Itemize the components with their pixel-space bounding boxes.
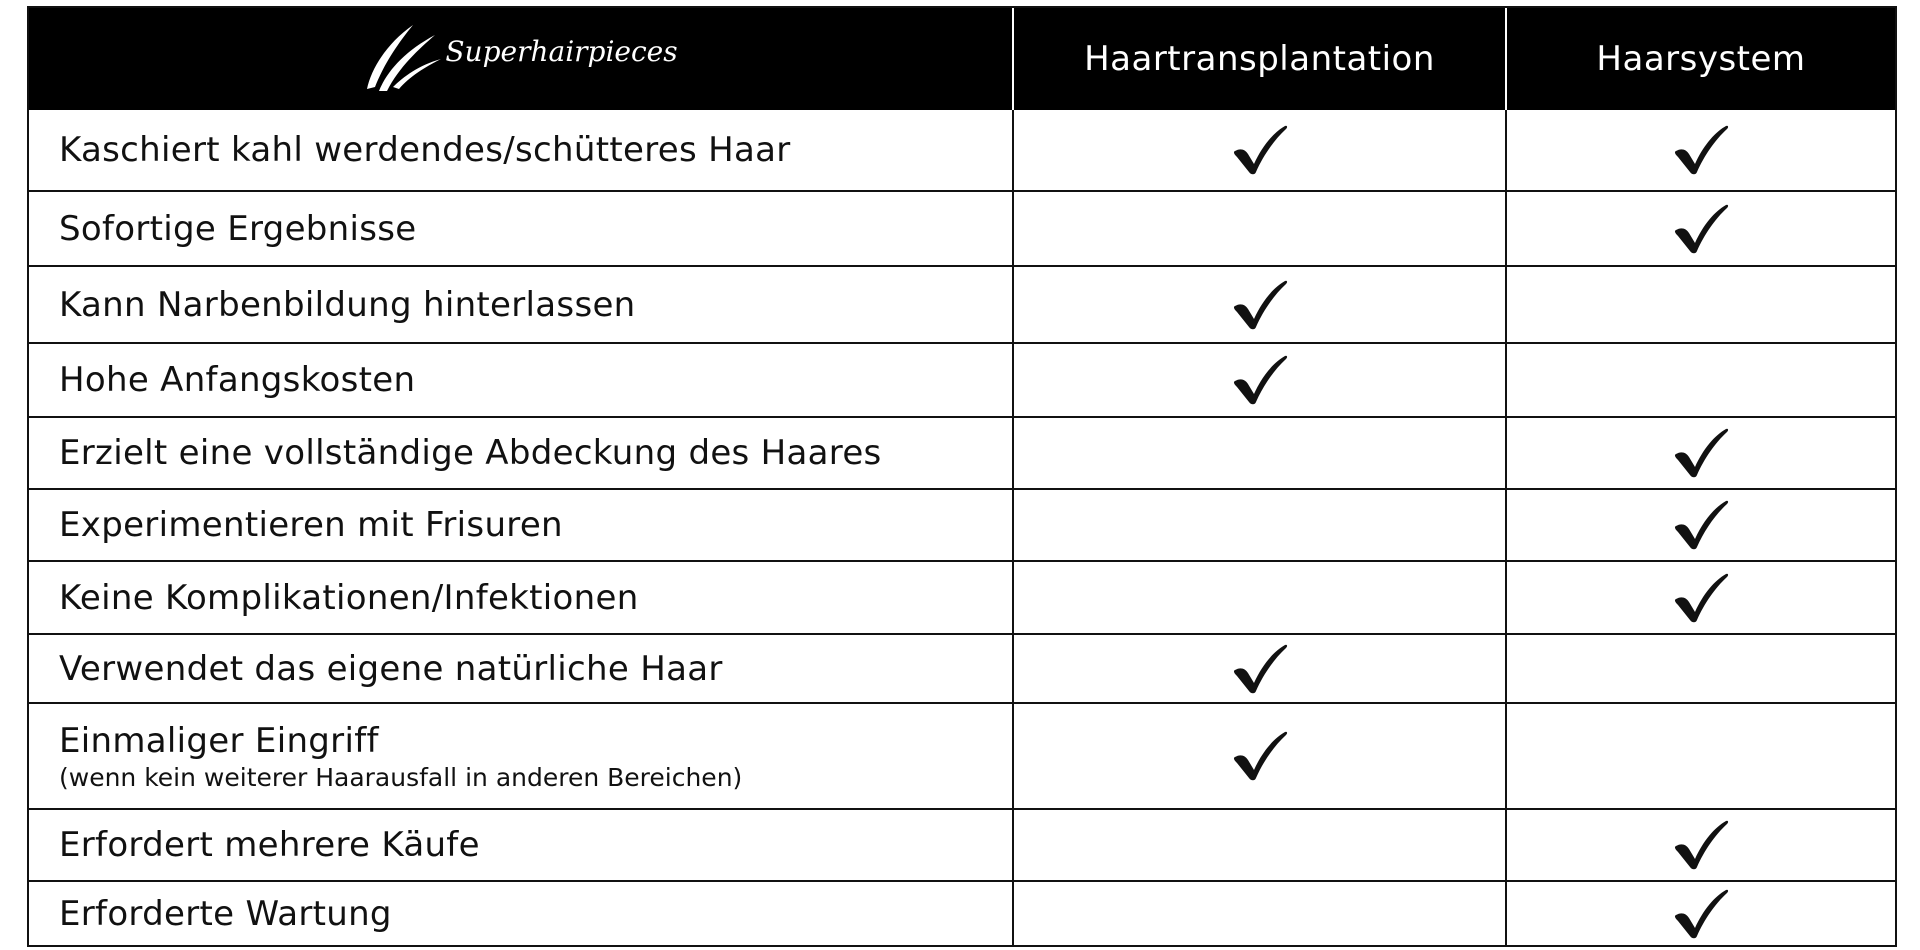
table-row — [29, 265, 1895, 342]
transplant-cell — [1012, 810, 1505, 880]
system-cell — [1505, 490, 1895, 560]
table-header — [29, 8, 1895, 110]
checkmark-icon — [1232, 279, 1288, 331]
hair-strokes-logo-icon — [363, 21, 443, 97]
table-row — [29, 342, 1895, 416]
checkmark-icon — [1673, 888, 1729, 940]
table-row — [29, 560, 1895, 633]
checkmark-icon — [1232, 643, 1288, 695]
table-row — [29, 488, 1895, 560]
feature-cell — [29, 882, 1012, 945]
feature-label: Experimentieren mit Frisuren — [59, 505, 563, 545]
checkmark-icon — [1232, 124, 1288, 176]
feature-label: Hohe Anfangskosten — [59, 360, 416, 400]
checkmark-icon — [1673, 499, 1729, 551]
feature-cell — [29, 110, 1012, 190]
system-cell — [1505, 344, 1895, 416]
system-cell — [1505, 882, 1895, 945]
column-title: Haartransplantation — [1084, 39, 1435, 79]
column-header-system — [1505, 8, 1895, 110]
table-row — [29, 416, 1895, 488]
feature-cell — [29, 810, 1012, 880]
brand-name: Superhairpieces — [445, 34, 678, 68]
table-row — [29, 808, 1895, 880]
system-cell — [1505, 110, 1895, 190]
feature-cell — [29, 490, 1012, 560]
transplant-cell — [1012, 418, 1505, 488]
system-cell — [1505, 562, 1895, 633]
system-cell — [1505, 418, 1895, 488]
column-header-transplant — [1012, 8, 1505, 110]
checkmark-icon — [1673, 572, 1729, 624]
transplant-cell — [1012, 110, 1505, 190]
feature-label: Einmaliger Eingriff — [59, 720, 379, 761]
system-cell — [1505, 635, 1895, 702]
feature-label: Kann Narbenbildung hinterlassen — [59, 284, 636, 325]
checkmark-icon — [1673, 819, 1729, 871]
system-cell — [1505, 192, 1895, 265]
feature-cell — [29, 635, 1012, 702]
checkmark-icon — [1232, 730, 1288, 782]
transplant-cell — [1012, 267, 1505, 342]
transplant-cell — [1012, 882, 1505, 945]
checkmark-icon — [1673, 203, 1729, 255]
brand-cell — [29, 8, 1012, 110]
checkmark-icon — [1232, 354, 1288, 406]
transplant-cell — [1012, 562, 1505, 633]
feature-cell — [29, 267, 1012, 342]
table-row — [29, 110, 1895, 190]
checkmark-icon — [1673, 124, 1729, 176]
transplant-cell — [1012, 704, 1505, 808]
transplant-cell — [1012, 635, 1505, 702]
transplant-cell — [1012, 490, 1505, 560]
feature-label: Verwendet das eigene natürliche Haar — [59, 648, 723, 689]
transplant-cell — [1012, 192, 1505, 265]
comparison-table — [27, 6, 1897, 947]
feature-label: Keine Komplikationen/Infektionen — [59, 577, 639, 618]
feature-label: Erfordert mehrere Käufe — [59, 825, 480, 865]
feature-label: Sofortige Ergebnisse — [59, 208, 417, 249]
feature-cell — [29, 704, 1012, 808]
table-row — [29, 633, 1895, 702]
feature-label: Erforderte Wartung — [59, 893, 392, 934]
feature-cell — [29, 418, 1012, 488]
feature-cell — [29, 562, 1012, 633]
feature-cell — [29, 344, 1012, 416]
system-cell — [1505, 267, 1895, 342]
table-body — [29, 110, 1895, 945]
table-row — [29, 880, 1895, 945]
feature-label: Kaschiert kahl werdendes/schütteres Haar — [59, 130, 791, 170]
brand-logo — [363, 21, 677, 97]
system-cell — [1505, 810, 1895, 880]
table-row — [29, 702, 1895, 808]
feature-label: Erzielt eine vollständige Abdeckung des Haares — [59, 433, 882, 473]
feature-sublabel: (wenn kein weiterer Haarausfall in anderen Bereichen) — [59, 762, 743, 792]
feature-cell — [29, 192, 1012, 265]
transplant-cell — [1012, 344, 1505, 416]
system-cell — [1505, 704, 1895, 808]
table-row — [29, 190, 1895, 265]
checkmark-icon — [1673, 427, 1729, 479]
column-title: Haarsystem — [1596, 39, 1806, 79]
